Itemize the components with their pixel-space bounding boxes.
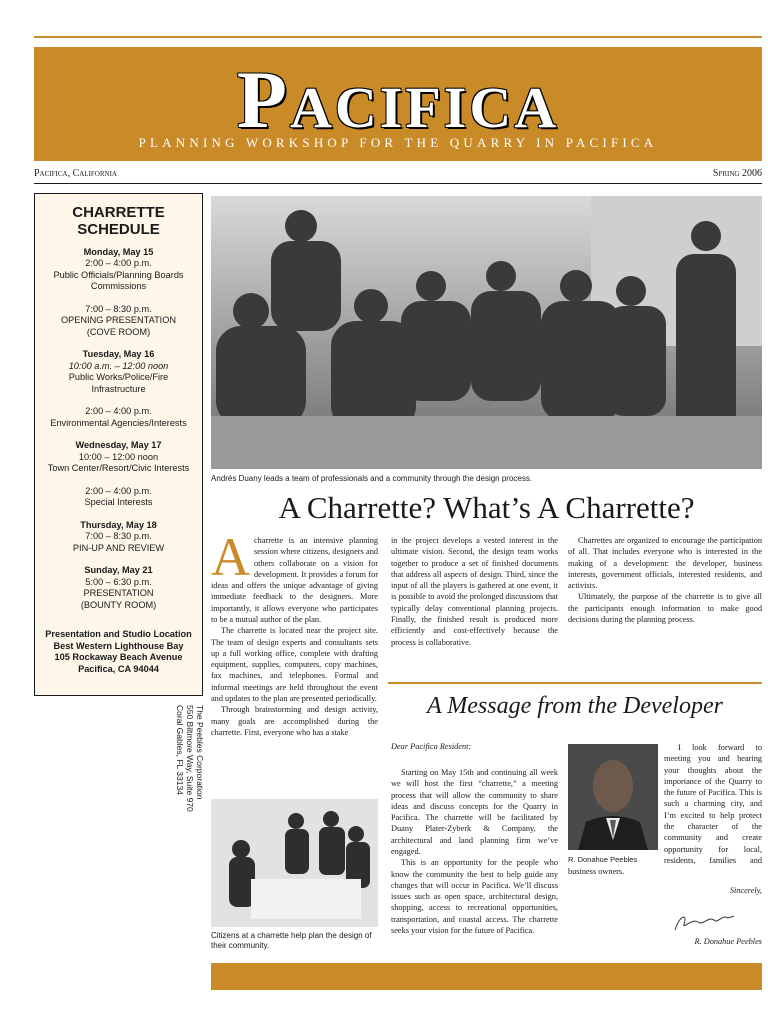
article-column-3: Charrettes are organized to encourage the participation of all. That includes everyone who is interested in the making of a development: the developer, business interests, government officials, interested residents, and activists. Ultimately, the purpose of the charrette is to give all the participants enough information to make good decisions during the planning process. [568, 536, 762, 624]
masthead-banner [34, 47, 762, 161]
message-column-2: I look forward to meeting you and hearing your thoughts about the importance of the Quarry to the future of Pacifica. This is such a charming city, and I’m excited to help protect the character of the community and create opportunity for local, residents, families and business owners. Sincerely, [568, 743, 762, 896]
message-column-1: Starting on May 15th and continuing all week we will host the first “charrette,” a meeting process that will allow the community to share ideas and discuss concepts for the Quarry in Pacifica. The charrette will be facilitated by Duany Plater-Zyberk & Company, the architectural and land planning firm we’ve engaged. This is an opportunity for the people who know the community the best to help guide any changes that will occur in Pacifica. We’ll discuss issues such as open space, architectural design, shopping, access to recreational opportunities, transportation, and coastal access. The charrette seeks your vision for the future of Pacifica. [391, 768, 558, 935]
schedule-event: Thursday, May 18 7:00 – 8:30 p.m. PIN-UP AND REVIEW [72, 519, 165, 553]
schedule-event: 2:00 – 4:00 p.m. Environmental Agencies/Interests [50, 406, 187, 428]
schedule-event: Sunday, May 21 5:00 – 6:30 p.m. PRESENTATION (BOUNTY ROOM) [80, 565, 157, 610]
main-photo-caption: Andrés Duany leads a team of professionals and a community through the design process. [211, 474, 533, 483]
message-salutation: Dear Pacifica Resident: [391, 742, 472, 751]
message-rule [388, 682, 762, 684]
top-rule [34, 36, 762, 38]
signature-mark [670, 912, 740, 936]
schedule-event: Wednesday, May 17 10:00 – 12:00 noon Town Center/Resort/Civic Interests [47, 440, 190, 473]
message-title: A Message from the Developer [427, 693, 723, 719]
masthead-tagline: PLANNING WORKSHOP FOR THE QUARRY IN PACIFICA [138, 135, 658, 150]
portrait-caption: R. Donahue Peebles [568, 855, 638, 864]
message-closing: Sincerely, [729, 886, 762, 896]
schedule-event: Monday, May 15 2:00 – 4:00 p.m. Public Officials/Planning Boards Commissions [53, 246, 184, 291]
schedule-event: 2:00 – 4:00 p.m. Special Interests [84, 485, 153, 507]
small-photo [211, 799, 378, 927]
signature-name: R. Donahue Peebles [694, 937, 762, 946]
workshop-photo-image [211, 196, 762, 469]
dateline-rule [34, 183, 762, 184]
schedule-event: Tuesday, May 16 10:00 a.m. – 12:00 noon Public Works/Police/Fire Infrastructure [68, 349, 169, 394]
charrette-schedule-box [34, 193, 203, 696]
dateline-location: Pacifica, California [34, 168, 117, 179]
dateline-season: Spring 2006 [712, 168, 762, 179]
small-photo-caption: Citizens at a charrette help plan the design of their community. [211, 931, 372, 950]
masthead-title: PACIFICA [236, 54, 560, 145]
schedule-title: CHARRETTE SCHEDULE [72, 204, 165, 239]
main-photo [211, 196, 762, 469]
article-column-2: in the project develops a vested interest in the ultimate vision. Second, the design team works together to produce a set of finished documents that address all aspects of design. Third, since the input of all the players is gathered at one event, it is possible to avoid the prolonged discussions that typically delay conventional planning projects. Finally, the finished result is produced more efficiently and cost-effectively because the process is collaborative. [391, 536, 558, 647]
portrait-spacer [568, 742, 664, 864]
schedule-event: 7:00 – 8:30 p.m. OPENING PRESENTATION (COVE ROOM) [60, 303, 177, 337]
schedule-location: Presentation and Studio Location Best Western Lighthouse Bay 105 Rockaway Beach Avenue Pacifica, CA 94044 [45, 629, 192, 674]
mailing-address: The Peebles Corporation 550 Biltmore Way, Suite 970 Coral Gables, FL 33134 [174, 705, 205, 812]
drop-cap: A [211, 527, 250, 587]
bottom-bar [211, 963, 762, 990]
citizens-photo-image [211, 799, 378, 927]
article-column-1: Acharrette is an intensive planning session where citizens, designers and others collaborate on a vision for development. It provides a forum for ideas and offers the unique advantage of giving immediate feedback to the designers. More importantly, it allows everyone who participates to be a mutual author of the plan. The charrette is located near the project site. The team of design experts and consultants sets up a full working office, complete with drafting equipment, supplies, computers, copy machines, fax machines, and telephones. Formal and informal meetings are held throughout the event and updates to the plan are presented periodically. Through brainstorming and design activity, many goals are accomplished during the charrette. First, everyone who has a stake [211, 527, 378, 737]
article-headline: A Charrette? What’s A Charrette? [278, 490, 695, 525]
